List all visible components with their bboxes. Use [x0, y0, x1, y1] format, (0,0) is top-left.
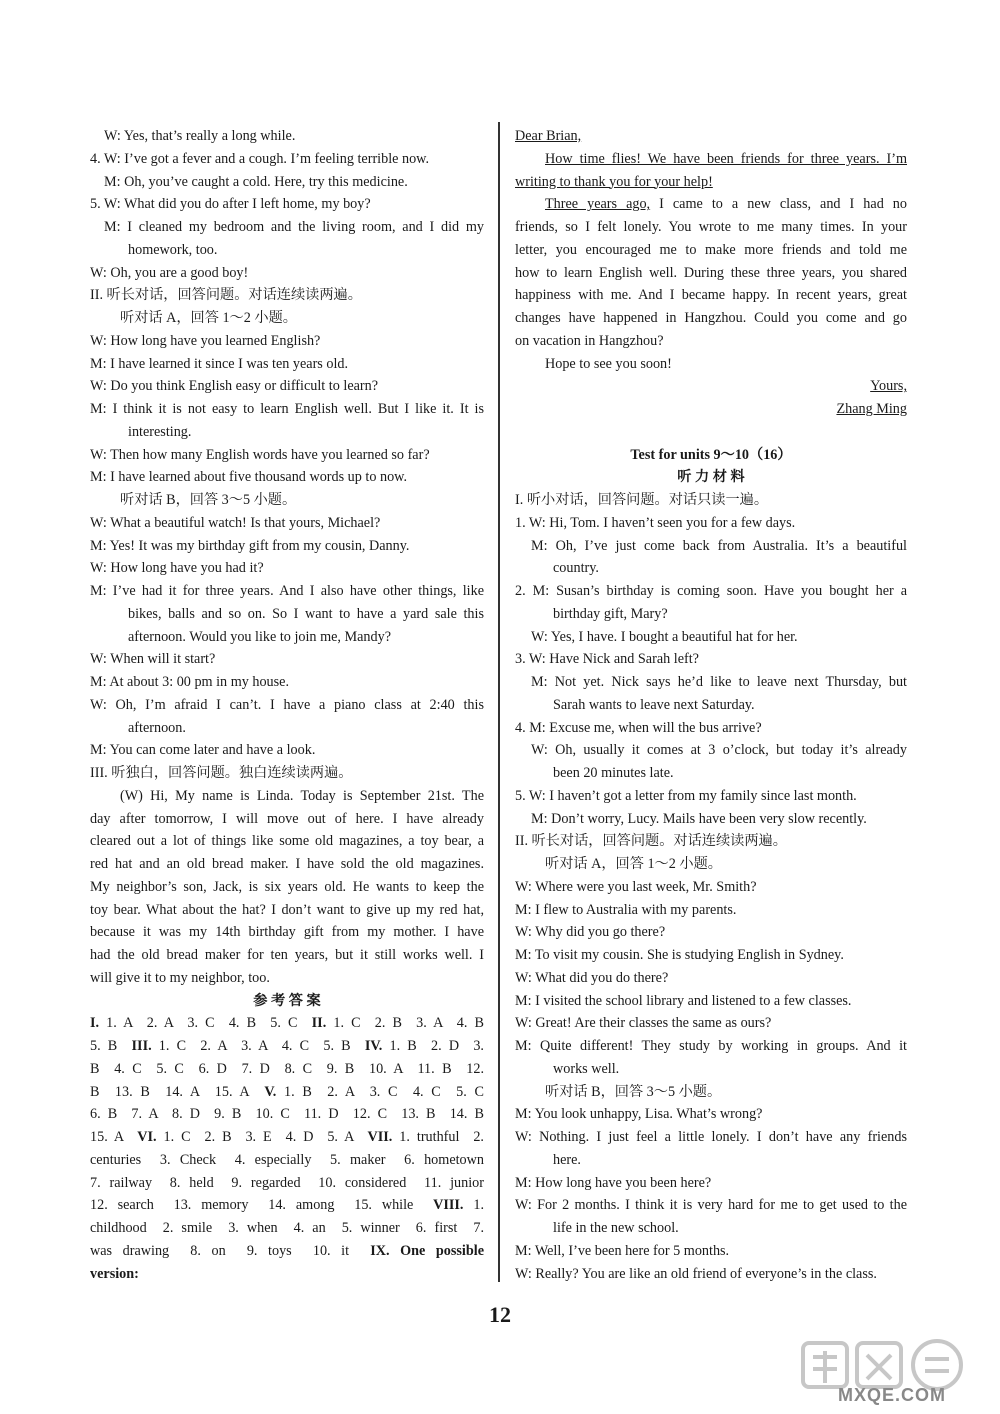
text-line: was drawing 8. on 9. toys 10. it IX. One possible — [90, 1242, 484, 1259]
text-line: How time flies! We have been friends for three years. I’m — [545, 150, 907, 167]
text-line: bikes, balls and so on. So I want to have a yard sale this — [128, 605, 484, 622]
text-line: W: Why did you go there? — [515, 924, 666, 941]
left-column — [90, 125, 484, 1285]
text-line: had the old bread maker for ten years, but it still works well. I — [90, 947, 484, 963]
text-line: 2. M: Susan’s birthday is coming soon. Have you bought her a — [515, 583, 907, 599]
text-line: W: When will it start? — [90, 651, 216, 668]
text-line: W: Yes, that’s really a long while. — [104, 128, 296, 144]
text-line: here. — [553, 1151, 581, 1168]
text-line: II. 听长对话，回答问题。对话连续读两遍。 — [515, 833, 787, 850]
text-line: M: Yes! It was my birthday gift from my cousin, Danny. — [90, 537, 410, 554]
text-line: M: How long have you been here? — [515, 1174, 712, 1191]
text-line: W: Great! Are their classes the same as ours? — [515, 1015, 772, 1032]
watermark-text: MXQE.COM — [838, 1385, 947, 1405]
text-line: 3. W: Have Nick and Sarah left? — [515, 651, 699, 668]
text-line: 参 考 答 案 — [253, 992, 321, 1009]
text-line: how to learn English well. During these three years, you shared — [515, 264, 907, 281]
text-line: red hat and an old bread maker. I have sold the old magazines. — [90, 856, 484, 872]
text-line: birthday gift, Mary? — [553, 605, 668, 622]
text-line: friends, so I felt lonely. You wrote to me many times. In your — [515, 219, 907, 235]
text-line: M: Oh, I’ve just come back from Australia. It’s a beautiful — [531, 537, 907, 554]
text-line: been 20 minutes late. — [553, 765, 674, 781]
text-line: M: Not yet. Nick says he’d like to leave next Thursday, but — [531, 674, 907, 690]
text-line: W: Oh, you are a good boy! — [90, 264, 249, 281]
text-line: 听对话 A，回答 1～2 小题。 — [545, 856, 722, 872]
text-line: interesting. — [128, 423, 192, 440]
text-line: M: You can come later and have a look. — [90, 742, 316, 759]
text-line: homework, too. — [128, 241, 218, 258]
text-line: 听 力 材 料 — [677, 469, 745, 486]
text-line: centuries 3. Check 4. especially 5. maker 6. hometown — [90, 1151, 484, 1168]
text-line: Test for units 9～10（16） — [630, 446, 792, 463]
text-line: My neighbor’s son, Jack, is six years old. He wants to keep the — [90, 878, 484, 895]
text-line: M: At about 3: 00 pm in my house. — [90, 674, 290, 690]
text-line: 听对话 A，回答 1～2 小题。 — [120, 310, 297, 326]
text-line: Yours, — [870, 378, 907, 395]
text-line: afternoon. Would you like to join me, Mandy? — [128, 628, 391, 645]
text-line: changes have happened in Hangzhou. Could you come and go — [515, 310, 907, 326]
text-line: M: I flew to Australia with my parents. — [515, 901, 737, 918]
text-line: 5. B III. 1. C 2. A 3. A 4. C 5. B IV. 1. B 2. D 3. — [90, 1038, 484, 1054]
text-line: 15. A VI. 1. C 2. B 3. E 4. D 5. A VII. 1. truthful 2. — [90, 1129, 484, 1145]
text-line: M: Oh, you’ve caught a cold. Here, try this medicine. — [104, 173, 408, 190]
text-line: M: You look unhappy, Lisa. What’s wrong? — [515, 1106, 763, 1123]
text-line: 5. W: I haven’t got a letter from my family since last month. — [515, 787, 857, 804]
text-line: 5. W: What did you do after I left home, my boy? — [90, 196, 371, 213]
text-line: III. 听独白，回答问题。独白连续读两遍。 — [90, 765, 353, 781]
right-column — [515, 125, 907, 1285]
text-line: toy bear. What about the hat? I don’t want to give up my red hat, — [90, 901, 484, 918]
text-line: B 13. B 14. A 15. A V. 1. B 2. A 3. C 4. C 5. C — [90, 1083, 484, 1100]
text-line: Hope to see you soon! — [545, 355, 672, 372]
text-line: W: Really? You are like an old friend of everyone’s in the class. — [515, 1265, 877, 1282]
text-line: Sarah wants to leave next Saturday. — [553, 696, 755, 713]
text-line: will give it to my neighbor, too. — [90, 969, 270, 986]
text-line: M: I visited the school library and listened to a few classes. — [515, 992, 852, 1009]
text-line: W: What a beautiful watch! Is that yours, Michael? — [90, 514, 381, 531]
text-line: W: How long have you learned English? — [90, 332, 321, 349]
text-line: (W) Hi, My name is Linda. Today is September 21st. The — [120, 787, 484, 804]
text-line: W: Yes, I have. I bought a beautiful hat for her. — [531, 628, 798, 645]
text-line — [515, 421, 907, 444]
text-line: B 4. C 5. C 6. D 7. D 8. C 9. B 10. A 11. B 12. — [90, 1060, 484, 1077]
column-divider — [498, 122, 500, 1282]
text-line: on vacation in Hangzhou? — [515, 332, 664, 349]
text-line: happiness with me. And I became happy. In recent years, great — [515, 287, 907, 304]
text-line: 听对话 B，回答 3～5 小题。 — [120, 492, 297, 508]
text-line: W: For 2 months. I think it is very hard for me to get used to the — [515, 1197, 907, 1214]
text-line: W: Nothing. I just feel a little lonely. I don’t have any friends — [515, 1129, 907, 1145]
text-line: Zhang Ming — [836, 401, 907, 417]
text-line: 6. B 7. A 8. D 9. B 10. C 11. D 12. C 13. B 14. B — [90, 1106, 484, 1123]
text-line: writing to thank you for your help! — [515, 173, 713, 190]
text-line: W: Oh, usually it comes at 3 o’clock, but today it’s already — [531, 742, 907, 759]
text-line: II. 听长对话，回答问题。对话连续读两遍。 — [90, 287, 362, 304]
text-line: M: To visit my cousin. She is studying English in Sydney. — [515, 947, 844, 963]
text-line: W: How long have you had it? — [90, 560, 264, 577]
text-line: M: I think it is not easy to learn English well. But I like it. It is — [90, 401, 484, 417]
text-line: M: Well, I’ve been here for 5 months. — [515, 1242, 730, 1259]
text-line: M: Quite different! They study by working in groups. And it — [515, 1038, 907, 1054]
text-line: because it was my 14th birthday gift from my mother. I have — [90, 924, 484, 941]
text-line: 4. W: I’ve got a fever and a cough. I’m feeling terrible now. — [90, 150, 430, 167]
text-line: 1. W: Hi, Tom. I haven’t seen you for a few days. — [515, 514, 796, 531]
text-line: Dear Brian, — [515, 128, 582, 144]
text-line: country. — [553, 560, 599, 577]
text-line: 12. search 13. memory 14. among 15. while VIII. 1. — [90, 1197, 484, 1214]
text-line: M: Don’t worry, Lucy. Mails have been very slow recently. — [531, 810, 867, 827]
page-number: 12 — [489, 1302, 511, 1327]
text-line: I. 1. A 2. A 3. C 4. B 5. C II. 1. C 2. B 3. A 4. B — [90, 1015, 484, 1032]
text-line: cleared out a lot of things like some old magazines, a toy bear, a — [90, 833, 484, 850]
text-line: version: — [90, 1265, 139, 1282]
text-line: 听对话 B，回答 3～5 小题。 — [545, 1083, 722, 1100]
text-line: afternoon. — [128, 719, 186, 736]
text-line: W: Oh, I’m afraid I can’t. I have a piano class at 2:40 this — [90, 696, 484, 713]
text-line: M: I’ve had it for three years. And I also have other things, like — [90, 583, 484, 599]
text-line: I. 听小对话，回答问题。对话只读一遍。 — [515, 492, 769, 508]
text-line: W: Then how many English words have you learned so far? — [90, 446, 430, 463]
text-line: W: Where were you last week, Mr. Smith? — [515, 878, 757, 895]
text-line: 4. M: Excuse me, when will the bus arrive? — [515, 719, 762, 736]
text-line: life in the new school. — [553, 1220, 679, 1236]
text-line: W: Do you think English easy or difficult to learn? — [90, 378, 379, 395]
text-line: W: What did you do there? — [515, 969, 669, 986]
text-line: M: I cleaned my bedroom and the living room, and I did my — [104, 219, 484, 235]
text-line: letter, you encouraged me to make more friends and told me — [515, 241, 907, 258]
text-line: 7. railway 8. held 9. regarded 10. considered 11. junior — [90, 1174, 484, 1191]
text-line: Three years ago, I came to a new class, and I had no — [545, 196, 907, 213]
text-line: childhood 2. smile 3. when 4. an 5. winner 6. first 7. — [90, 1220, 484, 1236]
text-line: M: I have learned it since I was ten years old. — [90, 355, 349, 372]
text-line: day after tomorrow, I will move out of here. I have already — [90, 810, 484, 827]
text-line: M: I have learned about five thousand words up to now. — [90, 469, 408, 486]
text-line: works well. — [553, 1060, 620, 1077]
